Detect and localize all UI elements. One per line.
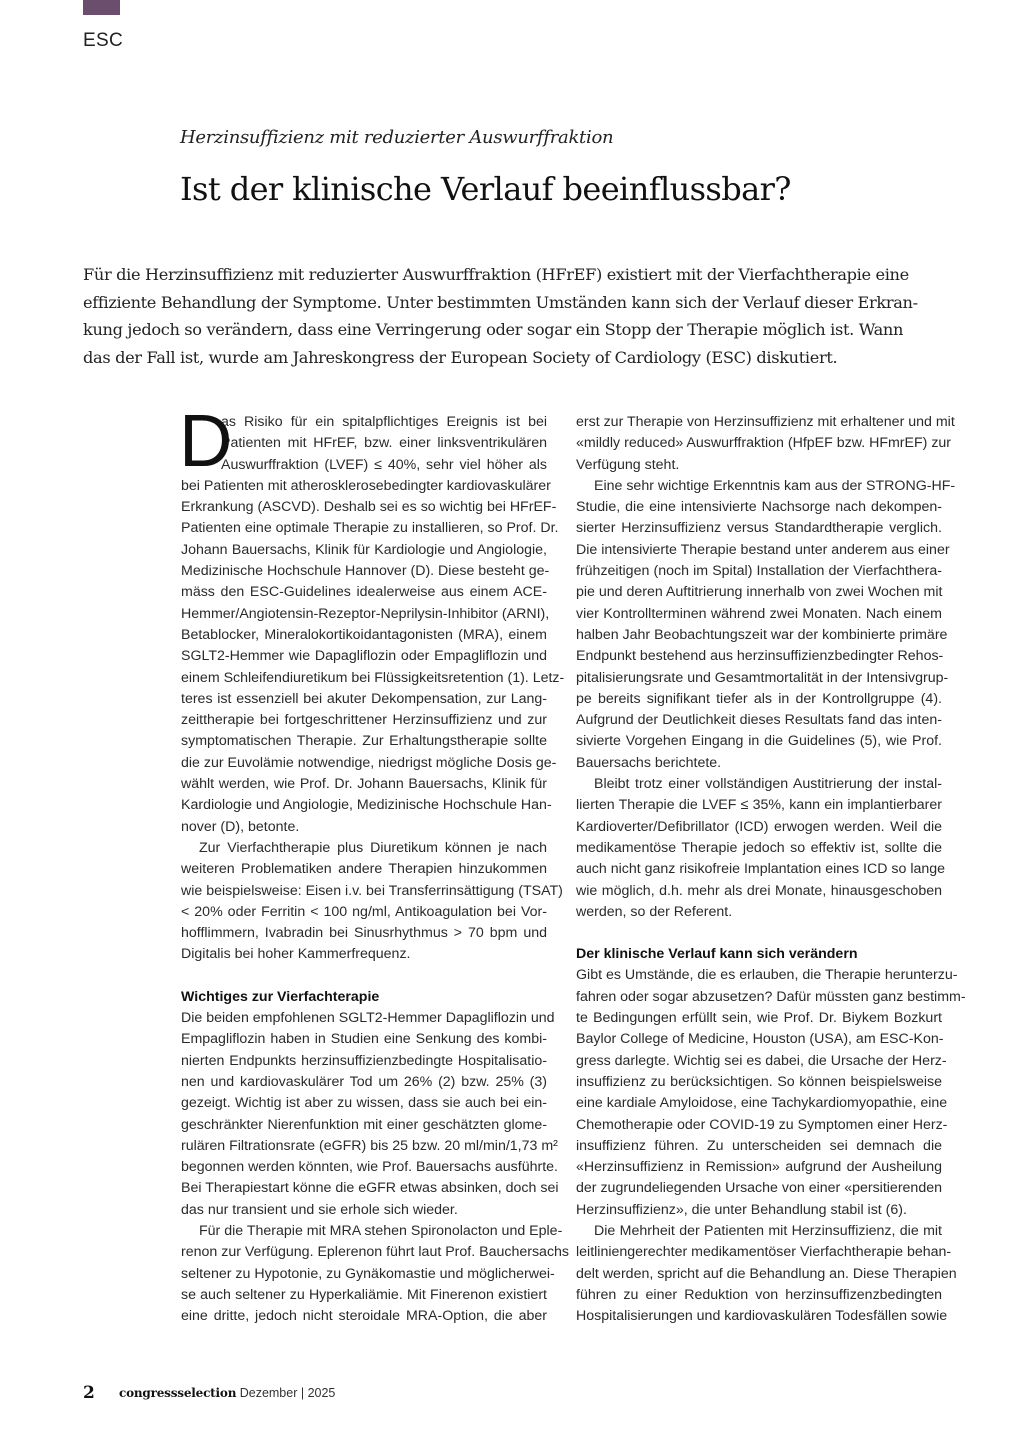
text-line: effiziente Behandlung der Symptome. Unter bestimmten Umständen kann sich der Verlauf dieser Erkran- [83,292,918,312]
text-line: Die beiden empfohlenen SGLT2-Hemmer Dapagliflozin und [181,1010,555,1027]
paragraph-3 [181,1008,559,1221]
text-line: Zur Vierfachtherapie plus Diuretikum können je nach [199,839,547,856]
text-line: begonnen werden könnten, wie Prof. Bauersachs ausführte. [181,1159,559,1176]
text-line: Für die Therapie mit MRA stehen Spironolacton und Eple- [199,1222,563,1239]
text-line: Kardioverter/Defibrillator (ICD) erwogen werden. Weil die [576,818,942,835]
text-line: Bei Therapiestart könne die eGFR etwas absinken, doch sei [181,1180,559,1197]
text-line: gress darlegte. Wichtig sei es dabei, die Ursache der Herz- [576,1052,947,1069]
text-line: das der Fall ist, wurde am Jahreskongress der European Society of Cardiology (ESC) diskutiert. [83,347,838,367]
text-line: einem Schleifendiuretikum bei Flüssigkeitsretention (1). Letz- [181,669,565,686]
text-line: nover (D), betonte. [181,818,300,835]
text-line: weiteren Problematiken andere Therapien hinzukommen [181,861,547,878]
text-line: teres ist essenziell bei akuter Dekompensation, zur Lang- [181,690,547,707]
text-line: vier Kontrollterminen während zwei Monaten. Nach einem [576,605,942,622]
text-line: Studie, die eine intensivierte Nachsorge nach dekompen- [576,499,942,516]
text-line: mäss den ESC-Guidelines idealerweise aus einem ACE- [181,584,547,601]
text-line: Patienten eine optimale Therapie zu installieren, so Prof. Dr. [181,520,559,537]
first-paragraph [179,399,565,838]
text-line: werden, so der Referent. [576,903,733,920]
text-line: Die intensivierte Therapie bestand unter anderem aus einer [576,541,950,558]
text-line: die zur Euvolämie notwendige, niedrigst mögliche Dosis ge- [181,754,557,771]
text-line: führen zu einer Reduktion von herzinsuffizenzbedingten [576,1286,942,1303]
paragraph-2 [181,838,563,966]
text-line: Herzinsuffizienz», die unter Behandlung stabil ist (6). [576,1201,907,1218]
issue-date: Dezember | 2025 [239,1386,336,1400]
text-line: renon zur Verfügung. Eplerenon führt laut Prof. Bauchersachs [181,1244,570,1261]
text-line: nen und kardiovaskulärer Tod um 26% (2) bzw. 25% (3) [181,1073,547,1090]
text-line: «mildly reduced» Auswurffraktion (HfpEF bzw. HFmrEF) zur [576,435,952,452]
text-line: «Herzinsuffizienz in Remission» aufgrund der Ausheilung [576,1159,942,1176]
text-line: kung jedoch so verändern, dass eine Verringerung oder sogar ein Stopp der Therapie möglich ist. Wann [83,320,904,339]
text-line: insuffizienz zu berücksichtigen. So können beispielsweise [576,1073,942,1090]
text-line: wählt werden, wie Prof. Dr. Johann Bauersachs, Klinik für [181,776,547,793]
text-line: rulären Filtrationsrate (eGFR) bis 25 bzw. 20 ml/min/1,73 m² [181,1137,558,1154]
text-line: wie möglich, d.h. mehr als drei Monate, hinausgeschoben [576,882,942,899]
text-line: bei Patienten mit atherosklerosebedingter kardiovaskulärer [181,477,551,494]
text-line: eine kardiale Amyloidose, eine Tachykardiomyopathie, eine [576,1095,948,1112]
text-line: fahren oder sogar abzusetzen? Dafür müssten ganz bestimm- [576,988,966,1005]
text-line: hofflimmern, Ivabradin bei Sinusrhythmus > 70 bpm und [181,925,547,942]
text-line: sierter Herzinsuffizienz versus Standardtherapie verglich. [576,520,942,537]
text-line: pitalisierungsrate und Gesamtmortalität in der Intensivgrup- [576,669,949,686]
paragraph-9 [576,1221,957,1327]
text-line: Empagliflozin haben in Studien eine Senkung des kombi- [181,1031,547,1048]
text-line: Bleibt trotz einer vollständigen Austitrierung der instal- [594,776,942,793]
text-line: Betablocker, Mineralokortikoidantagonisten (MRA), einem [181,626,547,643]
paragraph-6 [576,476,956,774]
paragraph-1-continued [181,476,565,838]
text-line: geschränkter Nierenfunktion mit einer geschätzten glome- [181,1116,547,1133]
drop-cap: D [179,399,233,482]
text-line: Hospitalisierungen und kardiovaskulären Todesfällen sowie [576,1308,948,1325]
publication-info [119,1386,335,1402]
text-line: Kardiologie und Angiologie, Medizinische Hochschule Han- [181,797,552,814]
text-line: Für die Herzinsuffizienz mit reduzierter Auswurffraktion (HFrEF) existiert mit der Vierfachtherapie eine [83,265,909,284]
text-line: leitliniengerechter medikamentöser Vierfachtherapie behan- [576,1244,952,1261]
left-column [179,399,570,1327]
text-line: Patienten mit HFrEF, bzw. einer linksventrikulären [221,435,547,452]
paragraph-8 [576,965,966,1221]
text-line: eine dritte, jedoch nicht steroidale MRA-Option, die aber [181,1308,547,1325]
text-line: Verfügung steht. [576,456,680,473]
text-line: Aufgrund der Deutlichkeit dieses Resultats fand das inten- [576,712,942,729]
text-line: erst zur Therapie von Herzinsuffizienz mit erhaltener und mit [576,414,955,430]
text-line: Baylor College of Medicine, Houston (USA), am ESC-Kon- [576,1031,944,1048]
text-line: seltener zu Hypotonie, zu Gynäkomastie und möglicherwei- [181,1265,555,1282]
text-line: delt werden, spricht auf die Behandlung an. Diese Therapien [576,1265,957,1282]
publication-name: congressselection [119,1386,237,1400]
text-line: Auswurffraktion (LVEF) ≤ 40%, sehr viel höher als [221,456,547,473]
text-line: Eine sehr wichtige Erkenntnis kam aus der STRONG-HF- [594,477,956,494]
text-line: halben Jahr Beobachtungszeit war der kombinierte primäre [576,626,948,643]
text-line: Chemotherapie oder COVID-19 zu Symptomen einer Herz- [576,1116,948,1133]
text-line: se auch seltener zu Hyperkaliämie. Mit Finerenon existiert [181,1286,547,1303]
text-line: medikamentöse Therapie jedoch so effektiv ist, sollte die [576,839,942,856]
text-line: frühzeitigen (noch im Spital) Installation der Vierfachthera- [576,563,942,580]
text-line: Die Mehrheit der Patienten mit Herzinsuffizienz, die mit [594,1222,942,1239]
text-line: Erkrankung (ASCVD). Deshalb sei es so wichtig bei HFrEF- [181,499,557,516]
text-line: as Risiko für ein spitalpflichtiges Ereignis ist bei [221,414,547,430]
section-color-bar [83,0,120,15]
text-line: Medizinische Hochschule Hannover (D). Diese besteht ge- [181,563,550,580]
text-line: Endpunkt bestehend aus herzinsuffizienzbedingter Rehos- [576,648,944,665]
paragraph-5 [576,412,955,476]
article-title: Ist der klinische Verlauf beeinflussbar? [180,170,791,208]
text-line: lierten Therapie die LVEF ≤ 35%, kann ein implantierbarer [576,797,942,814]
text-line: insuffizienz führen. Zu unterscheiden sei demnach die [576,1137,942,1154]
text-line: der zugrundeliegenden Ursache von einer «persitierenden [576,1180,942,1197]
article-kicker: Herzinsuffizienz mit reduzierter Auswurffraktion [180,127,614,148]
text-line: wie beispielsweise: Eisen i.v. bei Transferrinsättigung (TSAT) [181,882,563,899]
dropcap-lines [179,399,547,482]
text-line: < 20% oder Ferritin < 100 ng/ml, Antikoagulation bei Vor- [181,903,547,920]
page-number: 2 [83,1383,95,1403]
text-line: sivierte Vorgehen Eingang in die Guidelines (5), wie Prof. [576,733,942,750]
text-line: das nur transient und sie erhole sich wieder. [181,1201,458,1218]
text-line: Gibt es Umstände, die es erlauben, die Therapie herunterzu- [576,967,958,984]
text-line: Digitalis bei hoher Kammerfrequenz. [181,946,411,963]
text-line: nierten Endpunkts herzinsuffizienzbedingte Hospitalisatio- [181,1052,547,1069]
section-label: ESC [83,30,123,51]
text-line: pie und deren Auftitrierung innerhalb von zwei Wochen mit [576,584,943,601]
text-line: Hemmer/Angiotensin-Rezeptor-Neprilysin-Inhibitor (ARNI), [181,605,550,622]
paragraph-7 [576,774,946,923]
paragraph-4 [181,1221,570,1327]
text-line: pe bereits signifikant tiefer als in der Kontrollgruppe (4). [576,690,942,707]
text-line: SGLT2-Hemmer wie Dapagliflozin oder Empagliflozin und [181,648,547,665]
subheading-klinischer-verlauf: Der klinische Verlauf kann sich verändern [576,946,858,963]
right-column [576,412,966,1327]
text-line: auch nicht ganz risikofreie Implantation eines ICD so lange [576,861,946,878]
text-line: Johann Bauersachs, Klinik für Kardiologie und Angiologie, [181,541,547,558]
text-line: symptomatischen Therapie. Zur Erhaltungstherapie sollte [181,733,547,750]
text-line: gezeigt. Wichtig ist aber zu wissen, dass sie auch bei ein- [181,1095,547,1112]
article-lead [83,261,943,371]
text-line: Bauersachs berichtete. [576,754,722,771]
text-line: te Bedingungen erfüllt sein, wie Prof. Dr. Biykem Bozkurt [576,1010,942,1027]
text-line: zeittherapie bei fortgeschrittener Herzinsuffizienz und zur [181,712,547,729]
subheading-vierfachtherapie: Wichtiges zur Vierfachterapie [181,988,380,1005]
